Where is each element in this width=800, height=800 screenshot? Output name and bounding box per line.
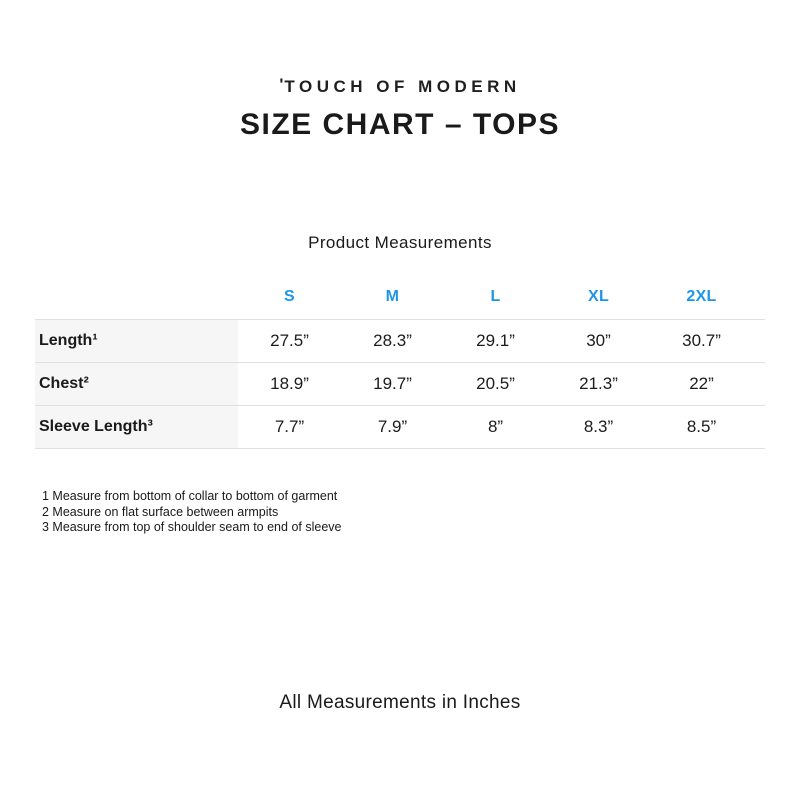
size-table-header-row <box>35 275 765 319</box>
cell-sleeve-m: 7.9” <box>377 417 408 436</box>
column-header-xl: XL <box>587 288 610 305</box>
cell-length-s: 27.5” <box>270 331 309 350</box>
row-label-chest: Chest² <box>35 363 238 405</box>
table-row-chest <box>35 362 765 405</box>
row-label-length: Length¹ <box>35 320 238 362</box>
cell-chest-m: 19.7” <box>373 374 412 393</box>
column-header-m: M <box>385 288 400 305</box>
row-label-sleeve-length: Sleeve Length³ <box>35 406 238 448</box>
cell-chest-l: 20.5” <box>476 374 515 393</box>
footer-note: All Measurements in Inches <box>279 692 521 713</box>
cell-chest-s: 18.9” <box>270 374 309 393</box>
footnote-1: 1 Measure from bottom of collar to bottom of garment <box>42 489 338 503</box>
cell-chest-xl: 21.3” <box>579 374 618 393</box>
cell-sleeve-xl: 8.3” <box>583 417 614 436</box>
column-header-2xl: 2XL <box>686 288 717 305</box>
cell-sleeve-2xl: 8.5” <box>686 417 717 436</box>
brand-logo <box>0 77 800 97</box>
footnote-2: 2 Measure on flat surface between armpits <box>42 504 279 519</box>
row-values-length <box>238 320 765 362</box>
column-header-s: S <box>284 288 295 305</box>
header-columns <box>238 288 765 306</box>
section-title: Product Measurements <box>308 233 492 252</box>
cell-length-l: 29.1” <box>476 331 515 350</box>
column-header-l: L <box>490 288 501 305</box>
brand-name: TOUCH OF MODERN <box>284 77 521 96</box>
cell-sleeve-s: 7.7” <box>274 417 305 436</box>
cell-sleeve-l: 8” <box>487 417 504 436</box>
brand-logo-tick-mark: ' <box>279 75 284 94</box>
footnote-3: 3 Measure from top of shoulder seam to end of sleeve <box>42 520 342 534</box>
cell-chest-2xl: 22” <box>689 374 714 393</box>
cell-length-m: 28.3” <box>373 331 412 350</box>
table-row-sleeve-length <box>35 405 765 449</box>
table-row-length <box>35 319 765 362</box>
page-title: SIZE CHART – TOPS <box>240 108 560 141</box>
footnotes <box>42 489 341 536</box>
cell-length-xl: 30” <box>586 331 611 350</box>
cell-length-2xl: 30.7” <box>682 331 721 350</box>
row-values-chest <box>238 363 765 405</box>
size-table <box>35 275 765 449</box>
row-values-sleeve-length <box>238 406 765 448</box>
